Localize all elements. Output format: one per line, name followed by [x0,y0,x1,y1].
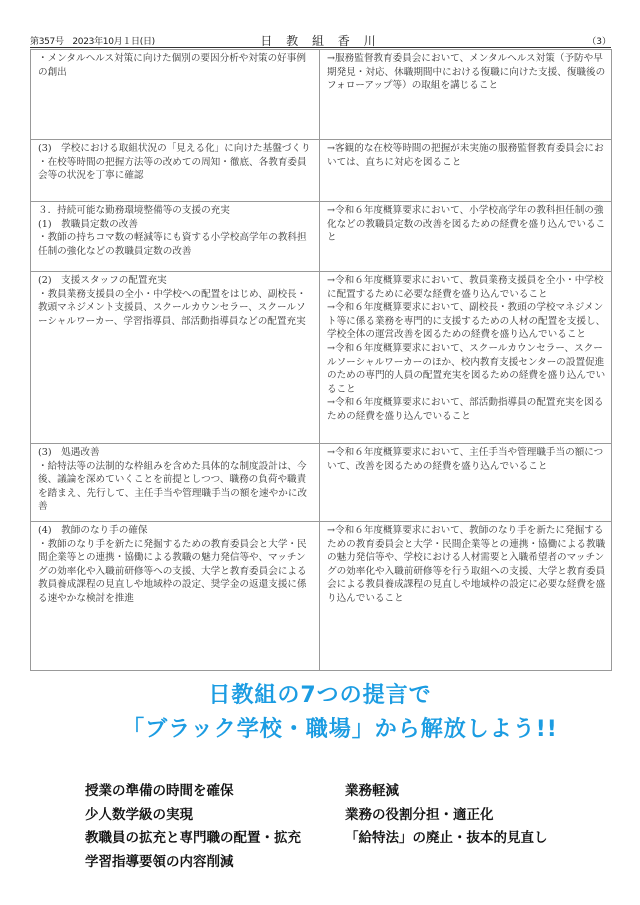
proposal-item: 業務軽減 [345,783,399,799]
demand-paragraph: (4) 教師のなり手の確保 [38,525,148,536]
response-cell [320,140,612,202]
table-row [31,522,612,671]
demand-paragraph: ・給特法等の法制的な枠組みを含めた具体的な制度設計は、今後、議論を深めていくことを前提としつつ、職務の負荷や職責を踏まえ、先行して、主任手当や管理職手当の額を速やかに改善 [38,460,308,513]
proposal-item: 業務の役割分担・適正化 [345,806,494,823]
response-cell [320,444,612,522]
demand-cell [31,140,320,202]
response-paragraph: →令和６年度概算要求において、スクールカウンセラー、スクールソーシャルワーカーのほか、校内教育支援センターの設置促進のための専門的人員の配置充実を図るための経費を盛り込んでいること [327,342,606,395]
response-cell [320,50,612,140]
demand-cell [31,444,320,522]
proposal-item: 「給特法」の廃止・抜本的見直し [345,830,548,846]
issue-date: 第357号 2023年10月１日(日) [30,37,155,47]
table-row [31,140,612,202]
proposal-column-right [345,780,548,851]
proposal-item: 学習指導要領の内容削減 [85,853,234,870]
banner-line-1: 日教組の7つの提言で [208,683,432,708]
page-number: （3） [587,37,611,47]
response-paragraph: →令和６年度概算要求において、部活動指導員の配置充実を図るための経費を盛り込んでいること [327,397,604,422]
response-paragraph: →令和６年度概算要求において、小学校高学年の教科担任制の強化などの教職員定数の改善を図るための経費を盛り込んでいること [327,205,606,244]
demand-cell [31,522,320,671]
table-row [31,50,612,140]
demand-paragraph: ・教員業務支援員の全小・中学校への配置をはじめ、副校長・教頭マネジメント支援員、スクールカウンセラー、スクールソーシャルワーカー、学習指導員、部活動指導員などの配置充実 [38,288,307,327]
demand-paragraph: ・教師の持ちコマ数の軽減等にも資する小学校高学年の教科担任制の強化などの教職員定数の改善 [38,232,307,257]
response-paragraph: →令和６年度概算要求において、主任手当や管理職手当の額について、改善を図るための経費を盛り込んでいること [327,447,604,472]
banner-line-2: 「ブラック学校・職場」から解放しよう!! [122,717,558,742]
table-row [31,202,612,272]
newspaper-title: 日 教 組 香 川 [260,34,381,48]
table-row [31,272,612,444]
response-cell [320,202,612,272]
proposal-item: 少人数学級の実現 [85,806,193,823]
proposal-item: 授業の準備の時間を確保 [85,783,234,799]
response-cell [320,272,612,444]
demand-paragraph: (3) 処遇改善 [38,447,100,458]
demand-cell [31,50,320,140]
response-cell [320,522,612,671]
demand-paragraph: ３．持続可能な勤務環境整備等の支援の充実 [38,205,230,216]
response-paragraph: →服務監督教育委員会において、メンタルヘルス対策（予防や早期発見・対応、休職期間中における復職に向けた支援、復職後のフォローアップ等）の取組を講じること [327,53,606,92]
response-paragraph: →令和６年度概算要求において、教師のなり手を新たに発掘するための教育委員会と大学・民間企業等との連携・協働による教職の魅力発信等や、学校における人材需要と入職希望者のマッチングの効率化や入職前研修等を行う取組への支援、大学と教育委員会による教員養成課程の見直しや地域枠の設定に必要な経費を盛り込んでいること [327,525,606,604]
demand-paragraph: (3) 学校における取組状況の「見える化」に向けた基盤づくり [38,143,311,154]
demand-paragraph: ・メンタルヘルス対策に向けた個別の要因分析や対策の好事例の創出 [38,53,306,78]
demand-paragraph: ・在校等時間の把握方法等の改めての周知・徹底、各教育委員会等の状況を丁寧に確認 [38,156,307,182]
demand-cell [31,202,320,272]
demand-cell [31,272,320,444]
response-paragraph: →令和６年度概算要求において、副校長・教頭の学校マネジメント等に係る業務を専門的に支援するための人材の配置を支援し、学校全体の運営改善を図るための経費を盛り込んでいること [327,302,606,341]
proposal-column-left [85,780,301,874]
demand-paragraph: (1) 教職員定数の改善 [38,218,138,230]
table-row [31,444,612,522]
demand-paragraph: (2) 支援スタッフの配置充実 [38,275,167,286]
response-paragraph: →客観的な在校等時間の把握が未実施の服務監督教育委員会においては、直ちに対応を図ること [327,143,604,168]
proposal-item: 教職員の拡充と専門職の配置・拡充 [85,830,301,846]
measures-table [30,49,612,671]
demand-paragraph: ・教師のなり手を新たに発掘するための教育委員会と大学・民間企業等との連携・協働による教職の魅力発信等や、マッチングの効率化や入職前研修等への支援、大学と教育委員会による教員養成課程の見直しや地域枠の設定、奨学金の返還支援に係る速やかな検討を推進 [38,538,307,604]
masthead [30,33,611,48]
response-paragraph: →令和６年度概算要求において、教員業務支援員を全小・中学校に配置するために必要な経費を盛り込んでいること [327,275,604,300]
